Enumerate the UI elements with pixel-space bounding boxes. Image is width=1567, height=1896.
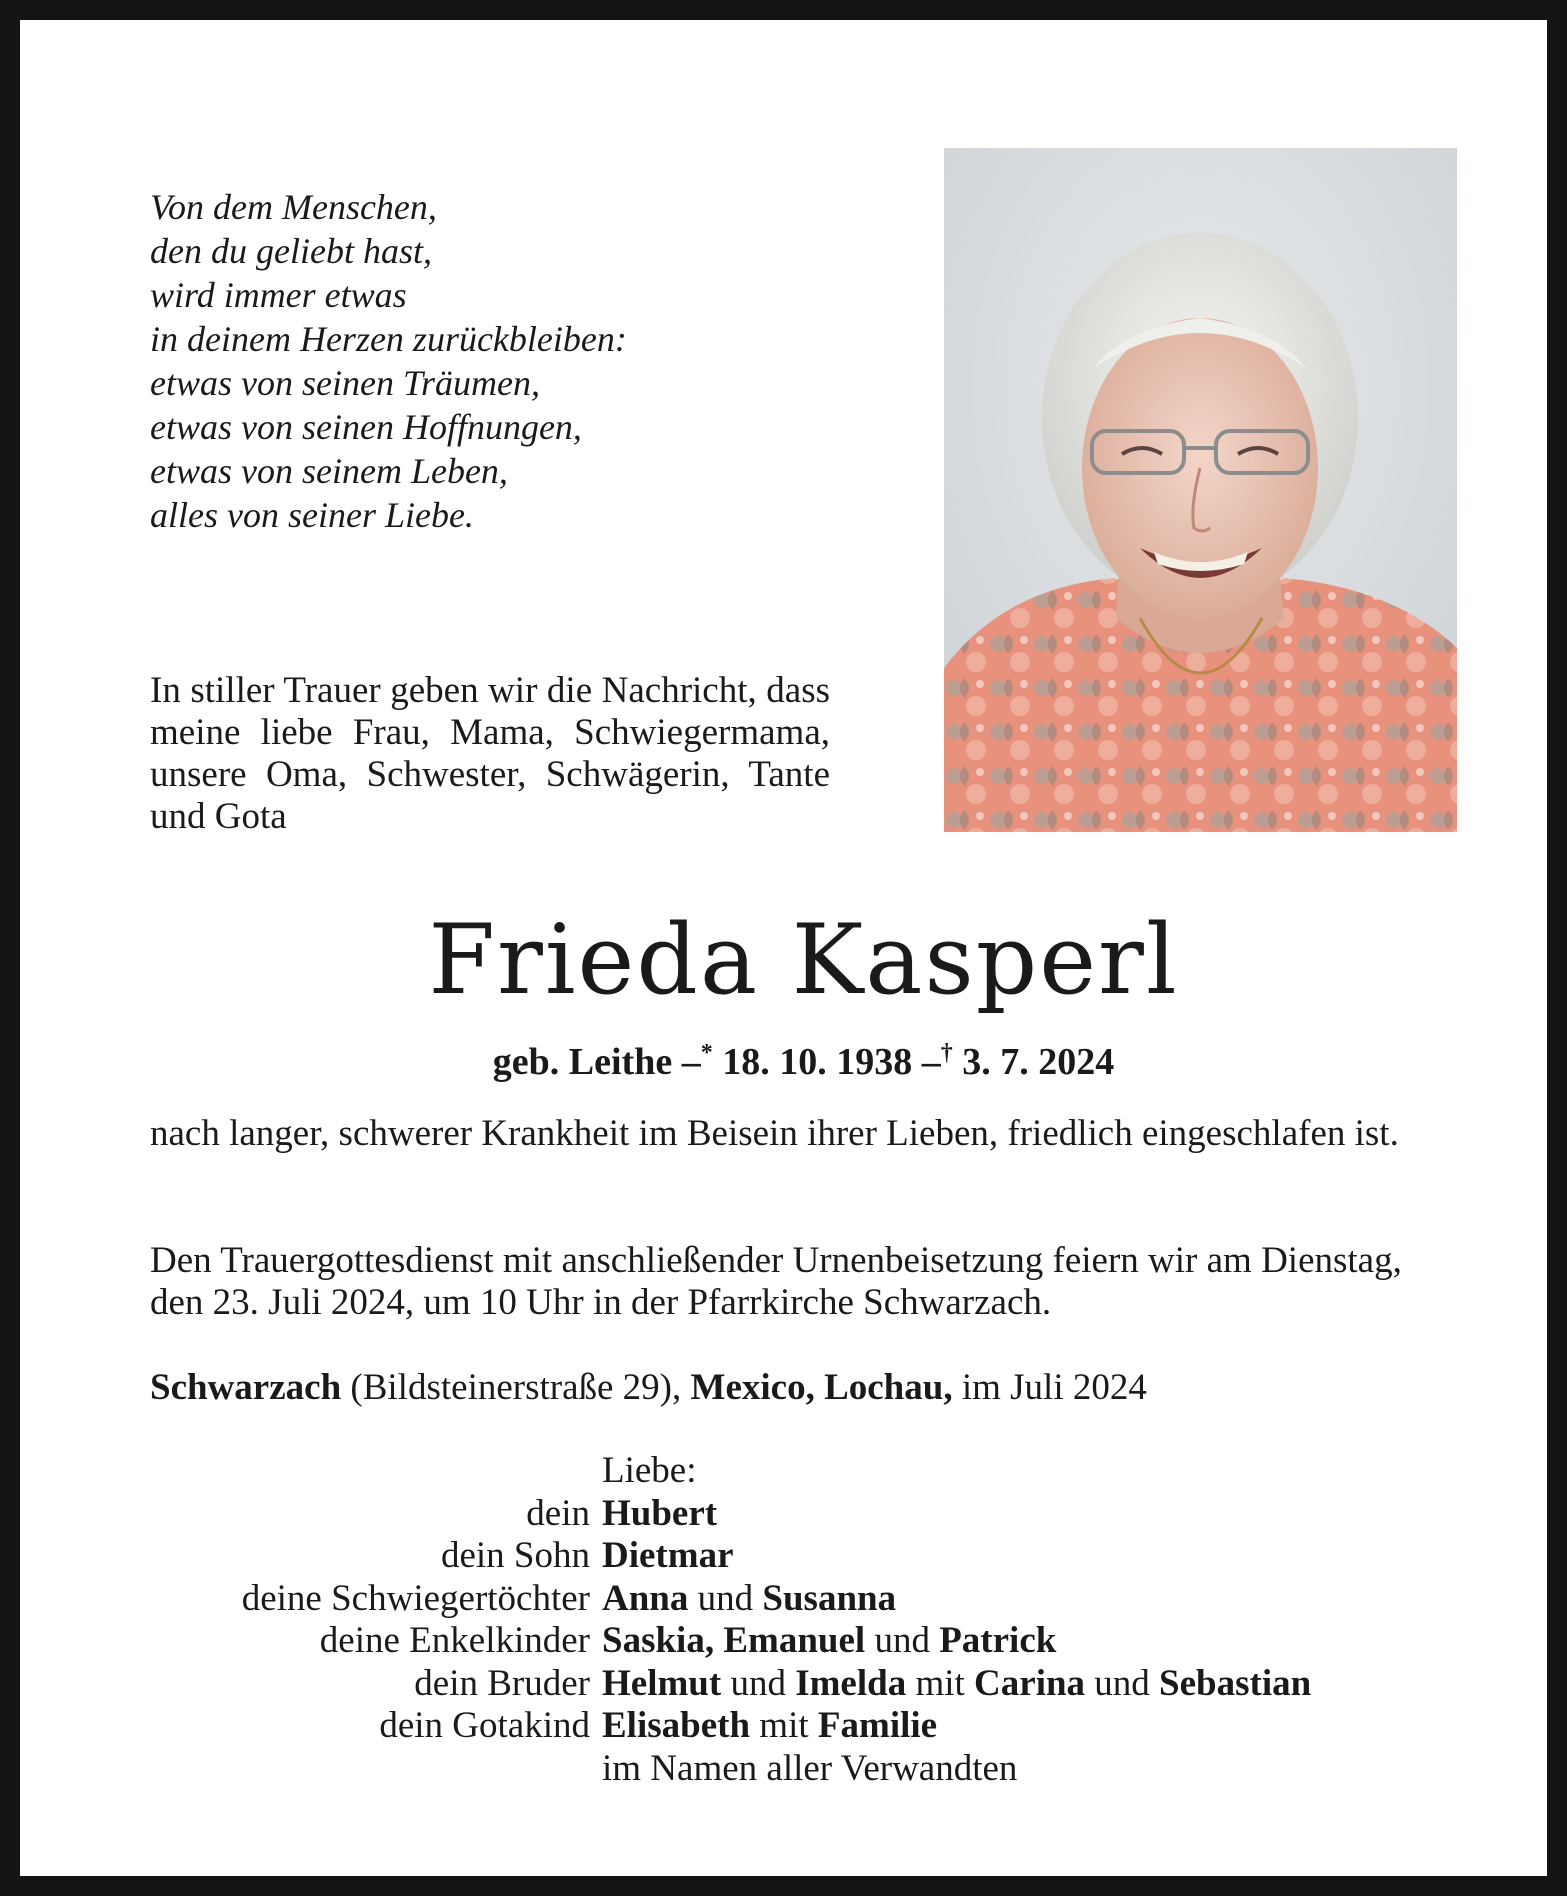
family-member-name: Dietmar (602, 1535, 734, 1576)
family-names (602, 1663, 1311, 1706)
family-relation: deine Enkelkinder (319, 1620, 590, 1661)
family-names (602, 1705, 937, 1748)
poem-line: etwas von seinen Träumen, (150, 363, 540, 403)
family-rows (150, 1493, 1457, 1748)
family-names (602, 1578, 896, 1621)
family-closing-row (150, 1748, 1457, 1791)
poem (150, 185, 870, 537)
place-date-line (150, 1367, 1457, 1409)
poem-line: etwas von seinem Leben, (150, 451, 508, 491)
family-member-name: Carina (974, 1662, 1086, 1704)
family-list (150, 1450, 1457, 1790)
family-member-name: Saskia, Emanuel (602, 1620, 866, 1661)
family-member-name: Patrick (939, 1620, 1057, 1661)
birth-symbol: * (700, 1040, 713, 1066)
family-relation: deine Schwiegertöchter (241, 1577, 590, 1619)
family-names (602, 1535, 734, 1578)
date-separator: – (921, 1041, 941, 1083)
family-connector: und (688, 1577, 763, 1619)
family-member-name: Imelda (795, 1662, 907, 1704)
deceased-name: Frieda Kasperl (428, 904, 1179, 1016)
family-names (602, 1620, 1056, 1663)
poem-line: alles von seiner Liebe. (150, 495, 474, 535)
family-heading-row (150, 1450, 1457, 1493)
family-member-name: Helmut (602, 1662, 722, 1704)
family-connector: und (721, 1662, 796, 1704)
poem-line: wird immer etwas (150, 275, 407, 315)
poem-line: den du geliebt hast, (150, 231, 432, 271)
family-member-name: Sebastian (1159, 1662, 1312, 1704)
death-date: 3. 7. 2024 (962, 1041, 1115, 1083)
family-names (602, 1493, 717, 1536)
family-relation: dein Gotakind (379, 1705, 590, 1746)
family-row (150, 1578, 1457, 1621)
family-row (150, 1620, 1457, 1663)
family-connector: mit (906, 1662, 975, 1704)
poem-line: Von dem Menschen, (150, 187, 437, 227)
family-member-name: Anna (602, 1577, 689, 1619)
poem-line: etwas von seinen Hoffnungen, (150, 407, 582, 447)
place-address: (Bildsteinerstraße 29), (350, 1367, 682, 1408)
intro-text: In stiller Trauer geben wir die Nachricht, dass meine liebe Frau, Mama, Schwiegermama, unsere Oma, Schwester, Schwägerin, Tante und Gota (150, 670, 830, 837)
place-others: Mexico, Lochau, (690, 1367, 953, 1408)
family-row (150, 1663, 1457, 1706)
family-member-name: Familie (817, 1705, 938, 1746)
family-relation: dein Bruder (414, 1662, 590, 1704)
passing-paragraph: nach langer, schwerer Krankheit im Beisein ihrer Lieben, friedlich eingeschlafen ist. (150, 1113, 1399, 1154)
family-connector: und (865, 1620, 940, 1661)
family-member-name: Hubert (602, 1492, 718, 1534)
place-town: Schwarzach (150, 1367, 342, 1408)
service-paragraph: Den Trauergottesdienst mit anschließender Urnenbeisetzung feiern wir am Dienstag, den 23. Juli 2024, um 10 Uhr in der Pfarrkirche Schwarzach. (150, 1240, 1402, 1323)
family-closing: im Namen aller Verwandten (602, 1747, 1018, 1789)
family-connector: und (1085, 1662, 1160, 1704)
family-row (150, 1535, 1457, 1578)
family-relation: dein (526, 1492, 590, 1534)
family-relation: dein Sohn (440, 1535, 590, 1576)
family-member-name: Susanna (762, 1577, 897, 1619)
birth-date: 18. 10. 1938 (722, 1041, 913, 1083)
family-connector: mit (750, 1705, 818, 1746)
portrait-photo (944, 148, 1457, 832)
life-dates (20, 1030, 1567, 1085)
family-member-name: Elisabeth (602, 1705, 751, 1746)
place-date: im Juli 2024 (961, 1367, 1147, 1408)
family-heading: Liebe: (602, 1450, 697, 1491)
date-separator: – (681, 1041, 701, 1083)
birth-name: geb. Leithe (492, 1041, 673, 1083)
family-row (150, 1705, 1457, 1748)
family-row (150, 1493, 1457, 1536)
poem-line: in deinem Herzen zurückbleiben: (150, 319, 627, 359)
death-symbol: † (940, 1040, 953, 1066)
